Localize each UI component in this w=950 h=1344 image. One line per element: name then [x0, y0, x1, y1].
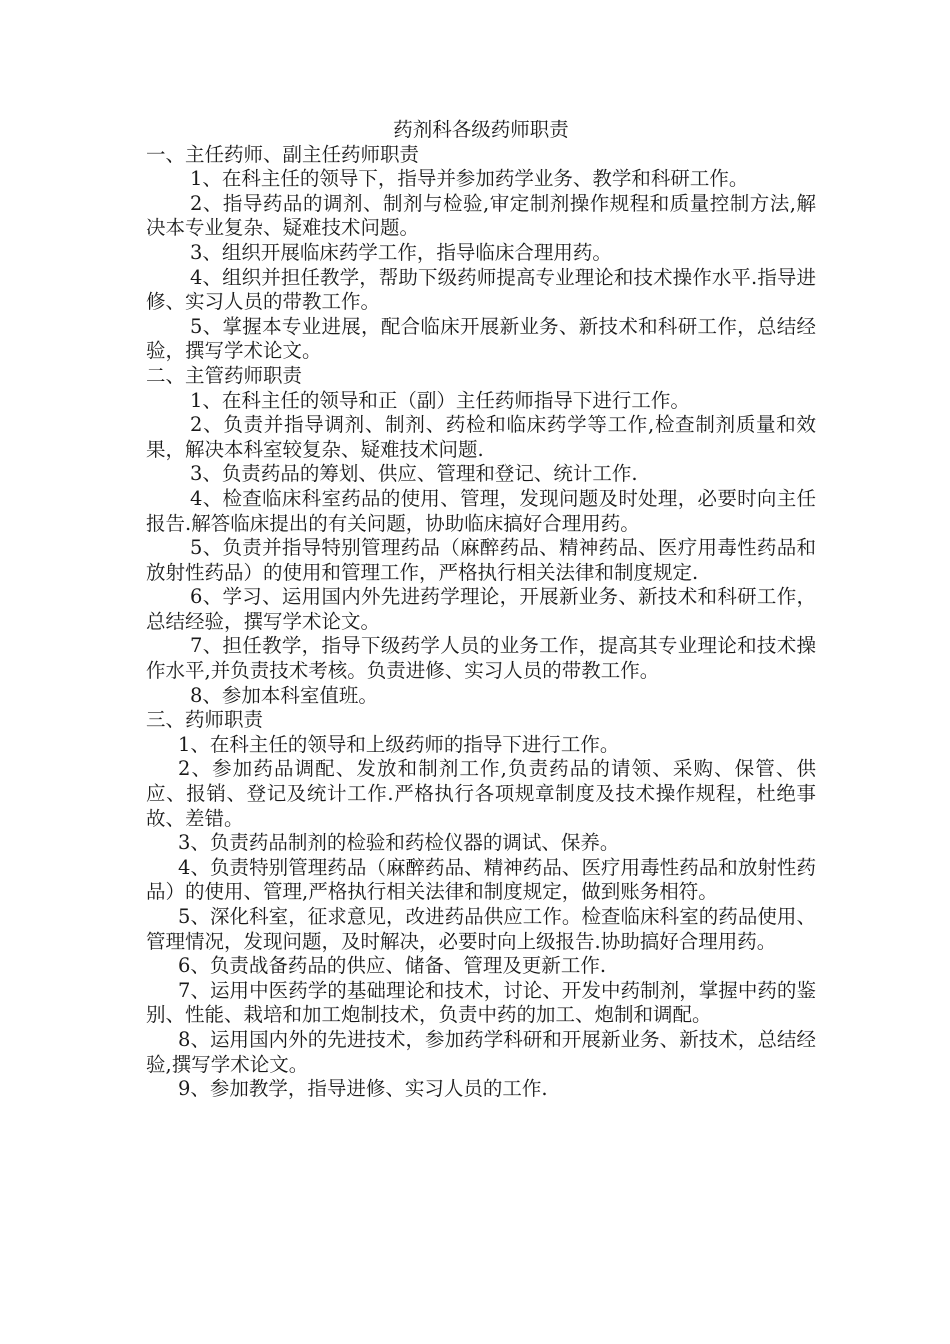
- duty-item: 8、运用国内外的先进技术，参加药学科研和开展新业务、新技术，总结经验,撰写学术论文。: [146, 1027, 816, 1076]
- duty-item: 2、参加药品调配、发放和制剂工作,负责药品的请领、采购、保管、供应、报销、登记及统计工作.严格执行各项规章制度及技术操作规程，杜绝事故、差错。: [146, 757, 816, 830]
- duty-item: 3、负责药品的筹划、供应、管理和登记、统计工作.: [190, 462, 638, 486]
- duty-item: 4、检查临床科室药品的使用、管理，发现问题及时处理，必要时向主任报告.解答临床提出的有关问题，协助临床搞好合理用药。: [146, 486, 816, 535]
- section-supervising-pharmacist: [146, 364, 816, 708]
- section-heading: 三、药师职责: [146, 708, 264, 732]
- duty-item: 9、参加教学，指导进修、实习人员的工作.: [178, 1077, 548, 1101]
- duty-item: 2、指导药品的调剂、制剂与检验,审定制剂操作规程和质量控制方法,解决本专业复杂、疑难技术问题。: [146, 191, 816, 240]
- section-heading: 二、主管药师职责: [146, 363, 303, 387]
- duty-item: 6、负责战备药品的供应、储备、管理及更新工作.: [178, 954, 607, 978]
- duty-item: 7、担任教学，指导下级药学人员的业务工作，提高其专业理论和技术操作水平,并负责技术考核。负责进修、实习人员的带教工作。: [146, 634, 816, 683]
- duty-item: 1、在科主任的领导和正（副）主任药师指导下进行工作。: [190, 388, 690, 412]
- duty-item: 6、学习、运用国内外先进药学理论，开展新业务、新技术和科研工作，总结经验，撰写学术论文。: [146, 585, 816, 633]
- duty-item: 8、参加本科室值班。: [190, 683, 378, 707]
- duty-item: 4、负责特别管理药品（麻醉药品、精神药品、医疗用毒性药品和放射性药品）的使用、管理,严格执行相关法律和制度规定，做到账务相符。: [146, 855, 816, 904]
- document-page: [146, 118, 816, 1102]
- duty-item: 5、掌握本专业进展，配合临床开展新业务、新技术和科研工作，总结经验，撰写学术论文。: [146, 314, 816, 363]
- document-title: 药剂科各级药师职责: [393, 118, 569, 141]
- duty-item: 1、在科主任的领导和上级药师的指导下进行工作。: [178, 732, 620, 756]
- duty-item: 2、负责并指导调剂、制剂、药检和临床药学等工作,检查制剂质量和效果，解决本科室较复杂、疑难技术问题.: [146, 413, 816, 461]
- section-chief-pharmacist: [146, 143, 816, 364]
- section-pharmacist: [146, 708, 816, 1102]
- duty-item: 3、负责药品制剂的检验和药检仪器的调试、保养。: [178, 831, 620, 855]
- duty-item: 7、运用中医药学的基础理论和技术，讨论、开发中药制剂，掌握中药的鉴别、性能、栽培和加工炮制技术，负责中药的加工、炮制和调配。: [146, 978, 816, 1027]
- duty-item: 4、组织并担任教学，帮助下级药师提高专业理论和技术操作水平.指导进修、实习人员的带教工作。: [146, 265, 816, 314]
- duty-item: 5、深化科室，征求意见，改进药品供应工作。检查临床科室的药品使用、管理情况，发现问题，及时解决，必要时向上级报告.协助搞好合理用药。: [146, 905, 816, 953]
- duty-item: 3、组织开展临床药学工作，指导临床合理用药。: [190, 240, 612, 264]
- duty-item: 5、负责并指导特别管理药品（麻醉药品、精神药品、医疗用毒性药品和放射性药品）的使用和管理工作，严格执行相关法律和制度规定.: [146, 536, 816, 584]
- duty-item: 1、在科主任的领导下，指导并参加药学业务、教学和科研工作。: [190, 167, 749, 191]
- section-heading: 一、主任药师、副主任药师职责: [146, 142, 420, 166]
